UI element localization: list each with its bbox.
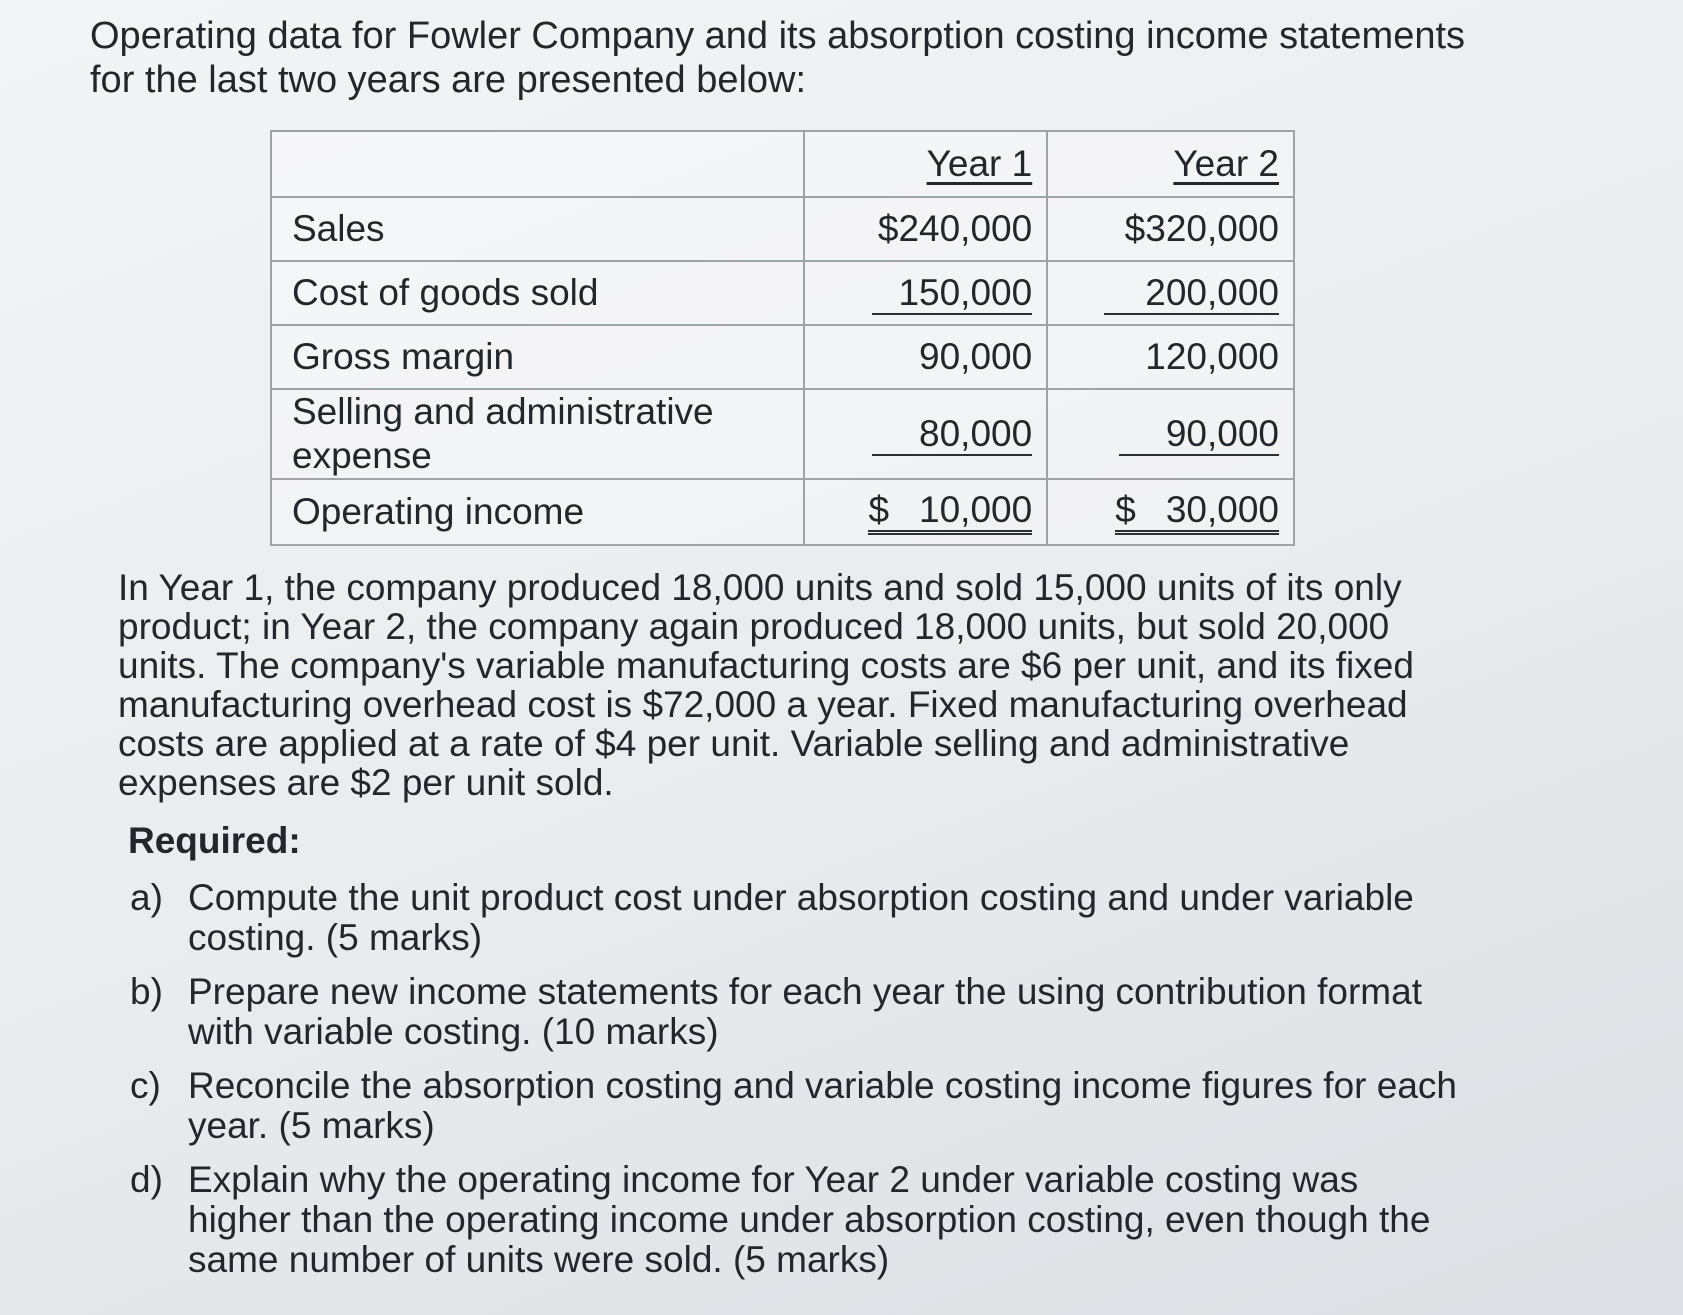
row-label: Gross margin bbox=[271, 325, 804, 389]
currency-symbol: $ bbox=[868, 489, 890, 530]
row-label: Cost of goods sold bbox=[271, 261, 804, 325]
row-label: Selling and administrative expense bbox=[271, 389, 804, 479]
item-text: Explain why the operating income for Year 2 under variable costing was higher than the operating income under absorption costing, even though the same number of units were sold. (5 marks) bbox=[188, 1159, 1431, 1280]
cell-year-1: 90,000 bbox=[804, 325, 1047, 389]
table-header-row bbox=[271, 131, 1294, 197]
required-heading: Required: bbox=[128, 820, 301, 861]
header-blank-cell bbox=[271, 131, 804, 197]
cell-year-1: 150,000 bbox=[804, 261, 1047, 325]
table-row-selling-admin bbox=[271, 389, 1294, 479]
total-value: 10,000 bbox=[919, 489, 1033, 530]
item-text: Compute the unit product cost under absorption costing and under variable costing. (5 marks) bbox=[188, 877, 1414, 958]
currency-symbol: $ bbox=[1115, 489, 1136, 530]
total-value: 30,000 bbox=[1165, 489, 1279, 530]
cell-year-2: $320,000 bbox=[1047, 197, 1294, 261]
item-letter: b) bbox=[130, 971, 163, 1012]
double-underlined-total bbox=[868, 490, 1032, 535]
table-row-cogs bbox=[271, 261, 1294, 325]
item-letter: d) bbox=[130, 1159, 163, 1200]
required-list bbox=[130, 878, 1460, 1294]
row-label: Operating income bbox=[271, 479, 804, 545]
intro-text: Operating data for Fowler Company and its absorption costing income statements for the last two years are presented below: bbox=[90, 15, 1466, 101]
item-text: Prepare new income statements for each year the using contribution format with variable costing. (10 marks) bbox=[188, 971, 1422, 1052]
list-item bbox=[130, 972, 1460, 1052]
cell-year-2: 120,000 bbox=[1047, 325, 1294, 389]
cell-year-2 bbox=[1047, 479, 1294, 545]
income-statement-table bbox=[270, 130, 1295, 546]
row-label: Sales bbox=[271, 197, 804, 261]
header-year-1: Year 1 bbox=[804, 131, 1047, 197]
item-letter: c) bbox=[130, 1065, 161, 1106]
cell-year-1 bbox=[804, 479, 1047, 545]
item-letter: a) bbox=[130, 877, 163, 918]
list-item bbox=[130, 1066, 1460, 1146]
cell-year-2: 200,000 bbox=[1047, 261, 1294, 325]
list-item bbox=[130, 878, 1460, 958]
table-row-operating-income bbox=[271, 479, 1294, 545]
double-underlined-total bbox=[1115, 490, 1279, 535]
cell-year-1: $240,000 bbox=[804, 197, 1047, 261]
header-year-2: Year 2 bbox=[1047, 131, 1294, 197]
cell-year-1: 80,000 bbox=[804, 389, 1047, 479]
item-text: Reconcile the absorption costing and variable costing income figures for each year. (5 marks) bbox=[188, 1065, 1458, 1146]
problem-paragraph: In Year 1, the company produced 18,000 units and sold 15,000 units of its only product; in Year 2, the company again produced 18,000 units, but sold 20,000 units. The company's variable manufacturing costs are $6 per unit, and its fixed manufacturing overhead cost is $72,000 a year. Fixed manufacturing overhead costs are applied at a rate of $4 per unit. Variable selling and administrative expenses are $2 per unit sold. bbox=[118, 567, 1414, 803]
cell-year-2: 90,000 bbox=[1047, 389, 1294, 479]
table-row-gross-margin bbox=[271, 325, 1294, 389]
table-row-sales bbox=[271, 197, 1294, 261]
list-item bbox=[130, 1160, 1460, 1280]
